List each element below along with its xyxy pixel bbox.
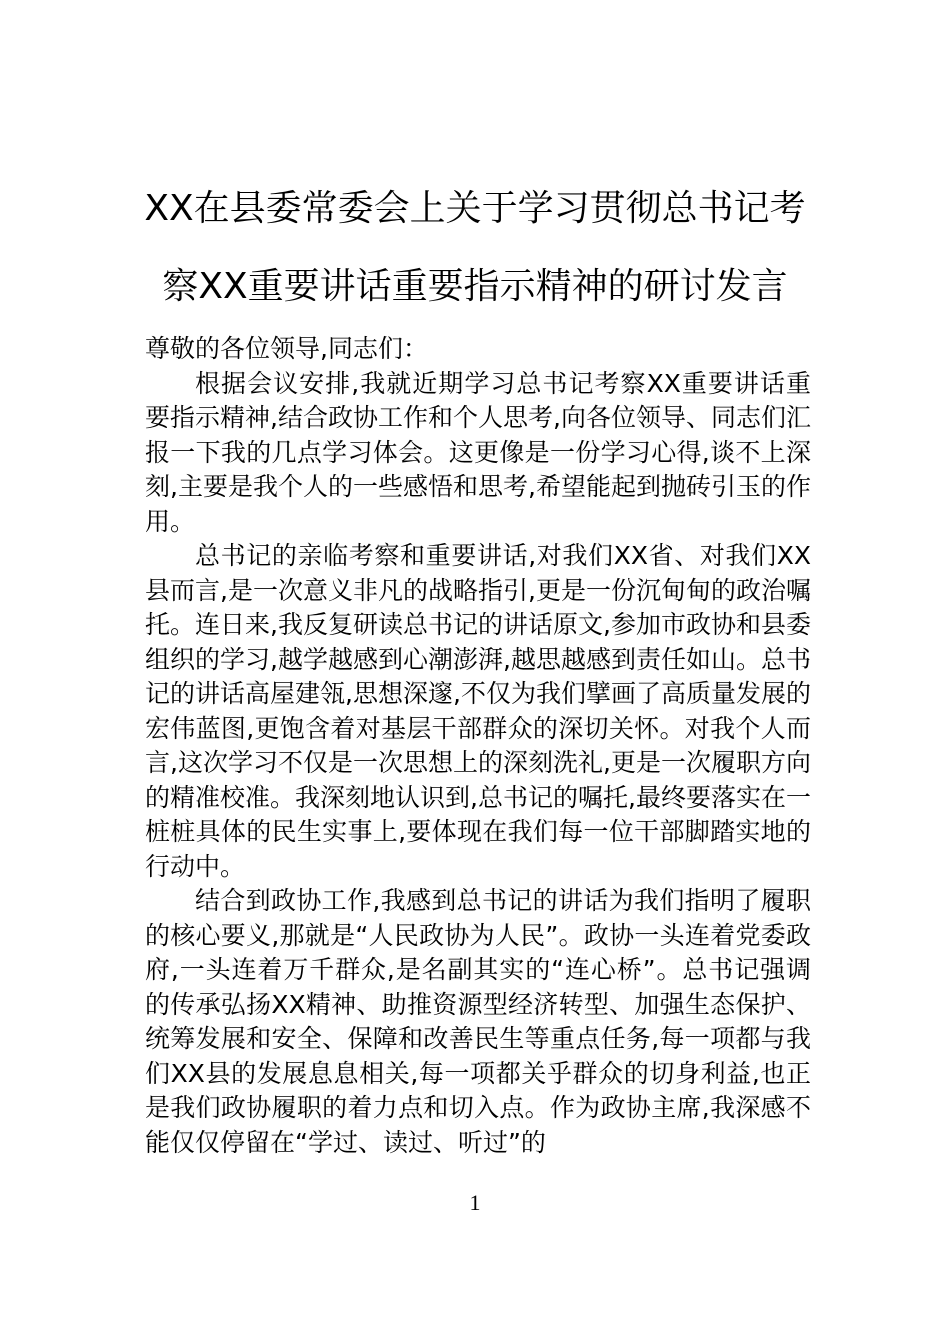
title-line-2: 察XX重要讲话重要指示精神的研讨发言 xyxy=(162,266,788,307)
paragraph-2: 总书记的亲临考察和重要讲话,对我们XX省、对我们XX县而言,是一次意义非凡的战略指引,更是一份沉甸甸的政治嘱托。连日来,我反复研读总书记的讲话原文,参加市政协和县委组织的学习,越学越感到心潮澎湃,越思越感到责任如山。总书记的讲话高屋建瓴,思想深邃,不仅为我们擘画了高质量发展的宏伟蓝图,更饱含着对基层干部群众的深切关怀。对我个人而言,这次学习不仅是一次思想上的深刻洗礼,更是一次履职方向的精准校准。我深刻地认识到,总书记的嘱托,最终要落实在一桩桩具体的民生实事上,要体现在我们每一位干部脚踏实地的行动中。 xyxy=(145,541,811,881)
paragraph-1: 根据会议安排,我就近期学习总书记考察XX重要讲话重要指示精神,结合政协工作和个人思考,向各位领导、同志们汇报一下我的几点学习体会。这更像是一份学习心得,谈不上深刻,主要是我个人的一些感悟和思考,希望能起到抛砖引玉的作用。 xyxy=(145,368,811,536)
page-number: 1 xyxy=(469,1190,481,1215)
paragraph-3: 结合到政协工作,我感到总书记的讲话为我们指明了履职的核心要义,那就是“人民政协为人民”。政协一头连着党委政府,一头连着万千群众,是名副其实的“连心桥”。总书记强调的传承弘扬XX精神、助推资源型经济转型、加强生态保护、统筹发展和安全、保障和改善民生等重点任务,每一项都与我们XX县的发展息息相关,每一项都关乎群众的切身利益,也正是我们政协履职的着力点和切入点。作为政协主席,我深感不能仅仅停留在“学过、读过、听过”的 xyxy=(145,886,811,1157)
document-body xyxy=(145,332,811,1160)
salutation: 尊敬的各位领导,同志们： xyxy=(145,334,428,363)
document-title xyxy=(140,170,810,326)
title-line-1: XX在县委常委会上关于学习贯彻总书记考 xyxy=(144,188,806,229)
